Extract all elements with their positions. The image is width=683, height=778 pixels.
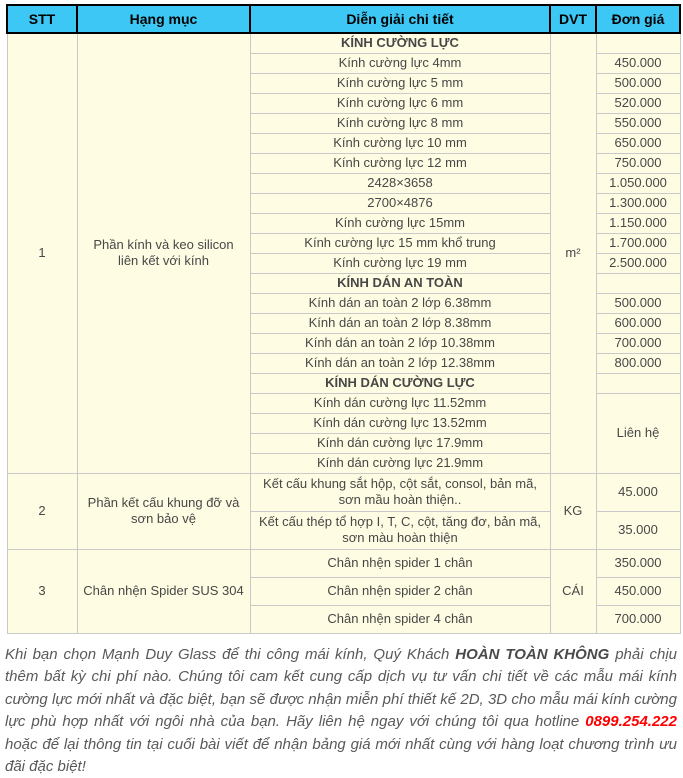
detail-cell: 2428×3658 — [250, 173, 550, 193]
price-cell: 700.000 — [596, 333, 680, 353]
price-cell: 700.000 — [596, 605, 680, 633]
price-cell: 1.300.000 — [596, 193, 680, 213]
detail-cell: Kính dán an toàn 2 lớp 6.38mm — [250, 293, 550, 313]
category-cell: Chân nhện Spider SUS 304 — [77, 549, 250, 633]
price-cell: 450.000 — [596, 53, 680, 73]
note-text: Khi bạn chọn Mạnh Duy Glass để thi công mái kính, Quý Khách — [5, 645, 456, 663]
price-cell: 45.000 — [596, 473, 680, 511]
price-cell: 450.000 — [596, 577, 680, 605]
price-cell — [596, 273, 680, 293]
detail-cell: Kính dán cường lực 13.52mm — [250, 413, 550, 433]
price-cell: 600.000 — [596, 313, 680, 333]
stt-cell: 3 — [7, 549, 77, 633]
price-cell: 500.000 — [596, 293, 680, 313]
detail-cell: Kính dán cường lực 11.52mm — [250, 393, 550, 413]
col-header-category: Hạng mục — [77, 5, 250, 33]
detail-cell: Kết cấu thép tổ hợp I, T, C, cột, tăng đơ, bản mã, sơn màu hoàn thiện — [250, 511, 550, 549]
emphasis-text: HOÀN TOÀN KHÔNG — [455, 645, 610, 663]
price-table-body — [7, 33, 680, 633]
detail-cell: Chân nhện spider 1 chân — [250, 549, 550, 577]
stt-cell: 1 — [7, 33, 77, 473]
detail-cell: Kính cường lực 15mm — [250, 213, 550, 233]
detail-cell: Chân nhện spider 4 chân — [250, 605, 550, 633]
detail-cell: Kính cường lực 12 mm — [250, 153, 550, 173]
price-cell: 35.000 — [596, 511, 680, 549]
stt-cell: 2 — [7, 473, 77, 549]
price-cell: 650.000 — [596, 133, 680, 153]
price-table — [6, 4, 681, 634]
detail-cell: 2700×4876 — [250, 193, 550, 213]
detail-cell: Kính dán cường lực 21.9mm — [250, 453, 550, 473]
col-header-price: Đơn giá — [596, 5, 680, 33]
detail-cell: Kính dán an toàn 2 lớp 10.38mm — [250, 333, 550, 353]
header-row — [7, 5, 680, 33]
group-header-cell: KÍNH CƯỜNG LỰC — [250, 33, 550, 53]
detail-cell: Kính dán cường lực 17.9mm — [250, 433, 550, 453]
price-cell: 520.000 — [596, 93, 680, 113]
price-cell: 1.050.000 — [596, 173, 680, 193]
col-header-detail: Diễn giải chi tiết — [250, 5, 550, 33]
detail-cell: Chân nhện spider 2 chân — [250, 577, 550, 605]
unit-cell: CÁI — [550, 549, 596, 633]
price-cell: 800.000 — [596, 353, 680, 373]
price-cell: 500.000 — [596, 73, 680, 93]
price-cell: 1.150.000 — [596, 213, 680, 233]
detail-cell: Kính cường lực 6 mm — [250, 93, 550, 113]
price-cell — [596, 373, 680, 393]
note-text: hoặc để lại thông tin tại cuối bài viết để nhận bảng giá mới nhất cùng với hàng loạt chương trình ưu đãi đặc biệt! — [5, 735, 677, 775]
hotline-number: 0899.254.222 — [585, 713, 677, 731]
table-row — [7, 549, 680, 577]
price-cell — [596, 33, 680, 53]
col-header-unit: DVT — [550, 5, 596, 33]
group-header-cell: KÍNH DÁN CƯỜNG LỰC — [250, 373, 550, 393]
price-cell: 1.700.000 — [596, 233, 680, 253]
detail-cell: Kính cường lực 15 mm khổ trung — [250, 233, 550, 253]
detail-cell: Kính cường lực 4mm — [250, 53, 550, 73]
detail-cell: Kính dán an toàn 2 lớp 12.38mm — [250, 353, 550, 373]
detail-cell: Kính cường lực 5 mm — [250, 73, 550, 93]
unit-cell: m² — [550, 33, 596, 473]
detail-cell: Kính cường lực 10 mm — [250, 133, 550, 153]
note-text: phải chịu thêm bất kỳ chi phí nào. Chúng tôi cam kết cung cấp dịch vụ tư vấn chi tiết về các mẫu mái kính cường lực mới nhất và đặc biệt, bạn sẽ được nhận miễn phí thiết kế 2D, 3D cho mẫu mái kính cường lực phù hợp nhất với ngôi nhà của bạn. Hãy liên hệ ngay với chúng tôi qua hotline — [5, 645, 677, 731]
detail-cell: Kính cường lực 19 mm — [250, 253, 550, 273]
category-cell: Phần kết cấu khung đỡ và sơn bảo vệ — [77, 473, 250, 549]
price-cell: 550.000 — [596, 113, 680, 133]
detail-cell: Kính dán an toàn 2 lớp 8.38mm — [250, 313, 550, 333]
price-cell: 2.500.000 — [596, 253, 680, 273]
category-cell: Phần kính và keo silicon liên kết với kính — [77, 33, 250, 473]
price-cell: Liên hệ — [596, 393, 680, 473]
page — [0, 4, 683, 778]
detail-cell: Kính cường lực 8 mm — [250, 113, 550, 133]
col-header-stt: STT — [7, 5, 77, 33]
group-header-cell: KÍNH DÁN AN TOÀN — [250, 273, 550, 293]
table-row — [7, 33, 680, 53]
price-cell: 350.000 — [596, 549, 680, 577]
footer-note — [5, 644, 677, 778]
unit-cell: KG — [550, 473, 596, 549]
table-row — [7, 473, 680, 511]
detail-cell: Kết cấu khung sắt hộp, cột sắt, consol, bản mã, sơn mầu hoàn thiện.. — [250, 473, 550, 511]
price-cell: 750.000 — [596, 153, 680, 173]
